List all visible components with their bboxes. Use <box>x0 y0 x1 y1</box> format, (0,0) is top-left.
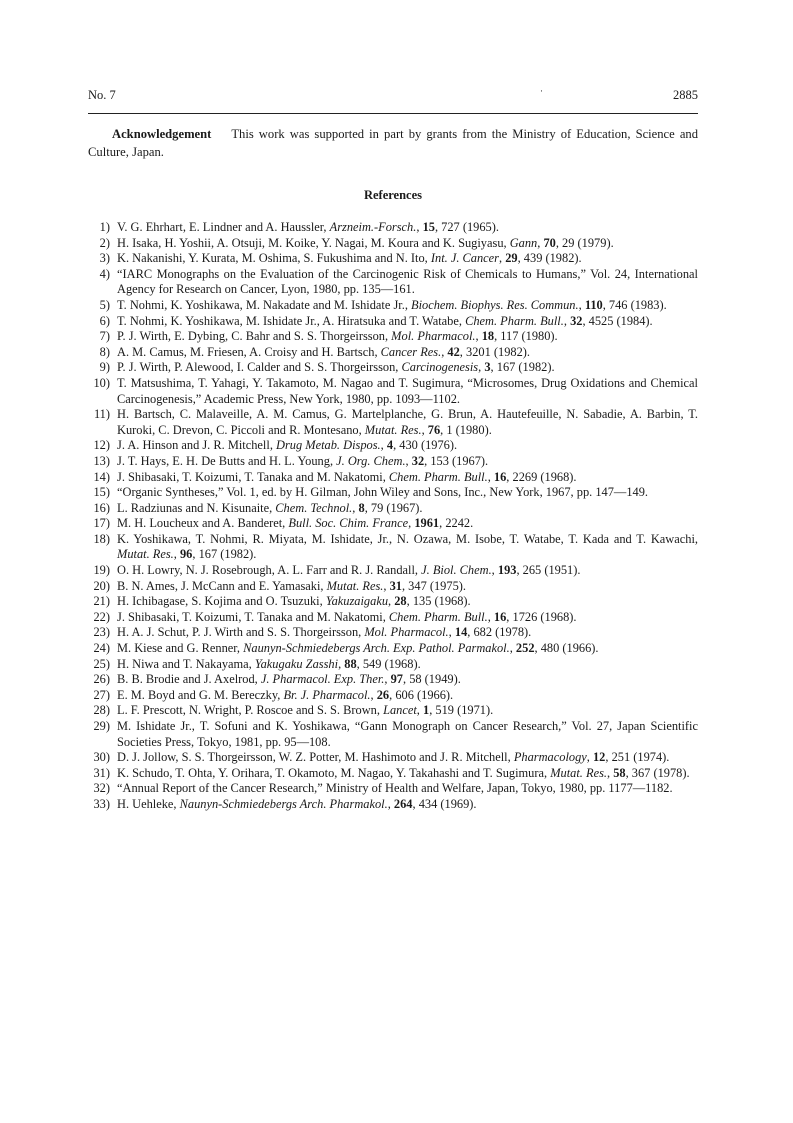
reference-number: 2) <box>99 235 110 250</box>
volume-number: 15 <box>422 220 435 234</box>
reference-text <box>117 501 698 517</box>
volume-number: 264 <box>393 796 413 811</box>
reference-segment: , 746 (1983). <box>602 297 667 312</box>
reference-text <box>117 657 698 673</box>
header-dot: · <box>540 86 543 96</box>
reference-segment: , <box>491 563 498 578</box>
volume-number: 31 <box>389 578 402 593</box>
journal-name: Mutat. Res. <box>117 547 174 562</box>
reference-number: 14) <box>93 469 110 484</box>
reference-segment: , 167 (1982). <box>490 360 555 375</box>
reference-segment: H. Bartsch, C. Malaveille, A. M. Camus, G. Martelplanche, G. Brun, A. Hautefeuille, N. Sabadie, A. Barbin, T. Kuroki, C. Drevon, C. Piccoli and R. Montesano, <box>117 407 698 437</box>
reference-segment: , <box>487 609 494 624</box>
reference-number: 9) <box>99 360 110 375</box>
reference-segment: H. Uehleke, <box>117 796 180 811</box>
reference-segment: , 727 (1965). <box>434 220 499 234</box>
reference-segment: , <box>408 516 415 531</box>
reference-number: 6) <box>99 313 110 328</box>
reference-segment: , 4525 (1984). <box>582 313 653 328</box>
reference-number: 1) <box>99 220 110 234</box>
reference-segment: , 153 (1967). <box>424 453 489 468</box>
volume-number: 76 <box>427 422 441 437</box>
reference-number: 21) <box>93 594 110 609</box>
journal-name: Yakuzaigaku <box>325 594 389 609</box>
reference-number: 32) <box>93 781 110 796</box>
reference-text <box>117 579 698 595</box>
journal-name: Chem. Technol. <box>275 500 353 515</box>
reference-item <box>88 345 698 361</box>
volume-number: 193 <box>497 563 517 578</box>
reference-number: 4) <box>99 266 110 281</box>
reference-segment: J. A. Hinson and J. R. Mitchell, <box>117 438 277 453</box>
acknowledgement-paragraph <box>88 126 698 161</box>
reference-text <box>117 251 698 267</box>
journal-name: Drug Metab. Dispos. <box>276 438 381 453</box>
reference-segment: , <box>606 765 614 780</box>
reference-item <box>88 407 698 438</box>
volume-number: 4 <box>386 438 394 453</box>
reference-segment: M. H. Loucheux and A. Banderet, <box>117 516 289 531</box>
volume-number: 8 <box>358 500 365 515</box>
reference-item <box>88 563 698 579</box>
reference-number: 16) <box>93 500 110 515</box>
reference-segment: K. Nakanishi, Y. Kurata, M. Oshima, S. Fukushima and N. Ito, <box>117 251 431 266</box>
reference-segment: , 347 (1975). <box>401 578 466 593</box>
volume-number: 18 <box>481 329 495 344</box>
reference-segment: , <box>478 360 485 375</box>
reference-item <box>88 298 698 314</box>
reference-number: 23) <box>93 625 110 640</box>
reference-text <box>117 329 698 345</box>
journal-name: Carcinogenesis <box>401 360 479 375</box>
journal-name: Bull. Soc. Chim. France <box>288 516 409 531</box>
volume-number: 12 <box>592 750 606 765</box>
reference-item <box>88 454 698 470</box>
journal-name: Arzneim.-Forsch. <box>329 220 417 234</box>
reference-item <box>88 797 698 813</box>
reference-text <box>117 532 698 563</box>
volume-number: 1961 <box>414 516 440 531</box>
reference-item <box>88 329 698 345</box>
reference-segment: , 1 (1980). <box>440 422 492 437</box>
journal-name: Mutat. Res. <box>326 578 384 593</box>
reference-item <box>88 625 698 641</box>
reference-segment: , 367 (1978). <box>625 765 690 780</box>
reference-text <box>117 470 698 486</box>
reference-item <box>88 610 698 626</box>
reference-segment: B. B. Brodie and J. Axelrod, <box>117 672 261 687</box>
reference-item <box>88 532 698 563</box>
volume-number: 42 <box>447 344 460 359</box>
reference-segment: E. M. Boyd and G. M. Bereczky, <box>117 687 284 702</box>
reference-number: 20) <box>93 578 110 593</box>
journal-name: Chem. Pharm. Bull. <box>388 469 488 484</box>
reference-segment: , 117 (1980). <box>494 329 558 344</box>
journal-name: Chem. Pharm. Bull. <box>388 609 488 624</box>
reference-text <box>117 236 698 252</box>
reference-segment: , <box>509 641 516 656</box>
reference-segment: P. J. Wirth, P. Alewood, I. Calder and S. S. Thorgeirsson, <box>117 360 402 375</box>
reference-segment: J. T. Hays, E. H. De Butts and H. L. Young, <box>117 453 337 468</box>
reference-text <box>117 360 698 376</box>
reference-segment: , 1726 (1968). <box>506 609 577 624</box>
reference-segment: , <box>578 297 585 312</box>
reference-segment: A. M. Camus, M. Friesen, A. Croisy and H. Bartsch, <box>117 344 381 359</box>
reference-item <box>88 781 698 797</box>
reference-segment: , <box>563 313 571 328</box>
reference-text <box>117 220 698 236</box>
reference-text <box>117 516 698 532</box>
references-heading: References <box>363 188 423 202</box>
reference-segment: , 135 (1968). <box>406 594 471 609</box>
reference-text <box>117 688 698 704</box>
volume-number: 70 <box>543 235 556 250</box>
journal-name: Gann <box>509 235 538 250</box>
reference-text <box>117 563 698 579</box>
reference-segment: , <box>441 344 448 359</box>
reference-item <box>88 657 698 673</box>
page-header <box>88 88 698 108</box>
reference-segment: M. Ishidate Jr., T. Sofuni and K. Yoshikawa, “Gann Monograph on Cancer Research,” Vol. 27, Japan Scientific Societies Press, Tokyo, 1981, pp. 95—108. <box>117 719 698 749</box>
reference-segment: , <box>416 703 423 718</box>
reference-number: 15) <box>93 485 110 500</box>
reference-segment: H. Isaka, H. Yoshii, A. Otsuji, M. Koike, Y. Nagai, M. Koura and K. Sugiyasu, <box>117 235 510 250</box>
reference-text <box>117 298 698 314</box>
header-rule <box>88 113 698 114</box>
reference-segment: , 682 (1978). <box>467 625 532 640</box>
volume-number: 16 <box>493 609 507 624</box>
volume-number: 3 <box>484 360 491 375</box>
journal-name: Pharmacology <box>513 750 587 765</box>
reference-segment: L. F. Prescott, N. Wright, P. Roscoe and S. S. Brown, <box>117 703 384 718</box>
reference-number: 10) <box>93 375 110 390</box>
reference-item <box>88 672 698 688</box>
reference-segment: , <box>387 796 394 811</box>
reference-segment: K. Yoshikawa, T. Nohmi, R. Miyata, M. Ishidate, Jr., N. Ozawa, M. Isobe, T. Watabe, T. Kada and T. Kawachi, <box>117 531 698 546</box>
reference-segment: T. Nohmi, K. Yoshikawa, M. Nakadate and M. Ishidate Jr., <box>117 297 412 312</box>
reference-segment: H. A. J. Schut, P. J. Wirth and S. S. Thorgeirsson, <box>117 625 365 640</box>
reference-segment: , <box>383 578 390 593</box>
reference-segment: , 430 (1976). <box>393 438 458 453</box>
journal-name: Br. J. Pharmacol. <box>283 687 371 702</box>
volume-number: 97 <box>390 672 403 687</box>
journal-name: Mutat. Res. <box>550 765 607 780</box>
reference-text <box>117 267 698 298</box>
reference-item <box>88 376 698 407</box>
reference-segment: , <box>352 500 359 515</box>
reference-item <box>88 750 698 766</box>
reference-segment: , 480 (1966). <box>534 641 599 656</box>
journal-name: Lancet <box>383 703 417 718</box>
reference-segment: , 439 (1982). <box>517 251 582 266</box>
reference-item <box>88 360 698 376</box>
reference-number: 33) <box>93 796 110 811</box>
volume-number: 28 <box>394 594 407 609</box>
reference-item <box>88 314 698 330</box>
reference-segment: , <box>499 251 506 266</box>
reference-item <box>88 251 698 267</box>
reference-segment: , <box>405 453 412 468</box>
volume-number: 32 <box>570 313 583 328</box>
reference-segment: T. Matsushima, T. Yahagi, Y. Takamoto, M. Nagao and T. Sugimura, “Microsomes, Drug Oxidations and Chemical Carcinogenesis,” Academic Press, New York, 1980, pp. 1093—1102. <box>117 375 698 406</box>
reference-segment: , <box>338 656 345 671</box>
reference-item <box>88 485 698 501</box>
reference-segment: L. Radziunas and N. Kisunaite, <box>117 500 276 515</box>
journal-name: Naunyn-Schmiedebergs Arch. Pharmakol. <box>179 796 388 811</box>
reference-segment: , <box>388 594 395 609</box>
acknowledgement-heading: Acknowledgement <box>112 127 212 141</box>
reference-segment: , 29 (1979). <box>555 235 614 250</box>
reference-segment: , 606 (1966). <box>389 687 454 702</box>
reference-text <box>117 345 698 361</box>
reference-segment: , 3201 (1982). <box>459 344 531 359</box>
reference-number: 13) <box>93 453 110 468</box>
reference-text <box>117 610 698 626</box>
reference-segment: , 434 (1969). <box>412 796 477 811</box>
reference-segment: , 549 (1968). <box>356 656 421 671</box>
journal-name: Biochem. Biophys. Res. Commun. <box>411 297 579 312</box>
reference-segment: , <box>370 687 377 702</box>
reference-segment: M. Kiese and G. Renner, <box>117 641 244 656</box>
reference-number: 11) <box>93 407 110 422</box>
reference-text <box>117 376 698 407</box>
volume-number: 14 <box>454 625 468 640</box>
volume-number: 1 <box>423 703 430 718</box>
reference-number: 27) <box>93 687 110 702</box>
reference-text <box>117 781 698 797</box>
reference-segment: , <box>475 329 482 344</box>
reference-segment: , 2242. <box>439 516 474 531</box>
reference-segment: H. Niwa and T. Nakayama, <box>117 656 255 671</box>
reference-number: 5) <box>99 297 110 312</box>
reference-number: 8) <box>99 344 110 359</box>
reference-item <box>88 438 698 454</box>
reference-item <box>88 516 698 532</box>
reference-item <box>88 594 698 610</box>
journal-name: Mol. Pharmacol. <box>364 625 449 640</box>
reference-segment: , 519 (1971). <box>429 703 494 718</box>
reference-segment: , <box>448 625 455 640</box>
reference-text <box>117 438 698 454</box>
reference-segment: , 58 (1949). <box>403 672 461 687</box>
reference-segment: , <box>380 438 387 453</box>
reference-segment: , <box>421 422 428 437</box>
volume-number: 110 <box>584 297 603 312</box>
reference-text <box>117 485 698 501</box>
reference-segment: B. N. Ames, J. McCann and E. Yamasaki, <box>117 578 327 593</box>
volume-number: 26 <box>376 687 390 702</box>
reference-item <box>88 220 698 236</box>
reference-text <box>117 641 698 657</box>
reference-segment: , <box>537 235 544 250</box>
reference-segment: “IARC Monographs on the Evaluation of the Carcinogenic Risk of Chemicals to Humans,” Vol. 24, International Agency for Research on Cancer, Lyon, 1980, pp. 135—161. <box>117 266 698 297</box>
volume-number: 88 <box>344 656 357 671</box>
acknowledgement-text: This work was supported in part by grants from the Ministry of Education, Science and Culture, Japan. <box>88 127 698 159</box>
reference-number: 12) <box>93 438 110 453</box>
reference-number: 25) <box>93 656 110 671</box>
reference-number: 29) <box>93 719 110 733</box>
reference-item <box>88 641 698 657</box>
reference-segment: , <box>384 672 391 687</box>
journal-name: Chem. Pharm. Bull. <box>465 313 564 328</box>
journal-name: J. Org. Chem. <box>336 453 406 468</box>
reference-number: 3) <box>99 251 110 266</box>
reference-segment: , 167 (1982). <box>192 547 257 562</box>
page-number: 2885 <box>673 88 698 102</box>
reference-text <box>117 454 698 470</box>
reference-item <box>88 703 698 719</box>
reference-segment: V. G. Ehrhart, E. Lindner and A. Haussler, <box>117 220 330 234</box>
reference-segment: J. Shibasaki, T. Koizumi, T. Tanaka and M. Nakatomi, <box>117 469 389 484</box>
reference-list <box>88 220 698 813</box>
reference-text <box>117 719 698 750</box>
reference-segment: , <box>173 547 180 562</box>
reference-segment: H. Ichibagase, S. Kojima and O. Tsuzuki, <box>117 594 326 609</box>
journal-name: Cancer Res. <box>380 344 442 359</box>
reference-item <box>88 267 698 298</box>
reference-number: 24) <box>93 641 110 656</box>
volume-number: 16 <box>493 469 507 484</box>
reference-segment: , 251 (1974). <box>605 750 670 765</box>
reference-segment: , <box>487 469 494 484</box>
reference-segment: , <box>416 220 423 234</box>
reference-text <box>117 594 698 610</box>
reference-item <box>88 236 698 252</box>
journal-name: J. Biol. Chem. <box>421 563 492 578</box>
reference-item <box>88 719 698 750</box>
reference-segment: , 265 (1951). <box>516 563 581 578</box>
issue-number: No. 7 <box>88 88 116 102</box>
reference-number: 7) <box>99 329 110 344</box>
reference-segment: J. Shibasaki, T. Koizumi, T. Tanaka and M. Nakatomi, <box>117 609 389 624</box>
volume-number: 29 <box>505 251 518 266</box>
reference-segment: , 2269 (1968). <box>506 469 577 484</box>
volume-number: 32 <box>411 453 425 468</box>
reference-text <box>117 750 698 766</box>
reference-segment: , 79 (1967). <box>364 500 423 515</box>
reference-text <box>117 407 698 438</box>
journal-name: J. Pharmacol. Exp. Ther. <box>260 672 385 687</box>
reference-text <box>117 314 698 330</box>
reference-segment: D. J. Jollow, S. S. Thorgeirsson, W. Z. Potter, M. Hashimoto and J. R. Mitchell, <box>117 750 514 765</box>
reference-text <box>117 672 698 688</box>
journal-name: Yakugaku Zasshi <box>254 656 339 671</box>
reference-item <box>88 470 698 486</box>
volume-number: 58 <box>613 765 626 780</box>
volume-number: 252 <box>515 641 535 656</box>
reference-segment: T. Nohmi, K. Yoshikawa, M. Ishidate Jr., A. Hiratsuka and T. Watabe, <box>117 313 466 328</box>
reference-number: 31) <box>93 765 110 780</box>
reference-segment: , <box>586 750 593 765</box>
reference-segment: “Organic Syntheses,” Vol. 1, ed. by H. Gilman, John Wiley and Sons, Inc., New York, 1967, pp. 147—149. <box>117 485 649 500</box>
reference-number: 30) <box>93 750 110 765</box>
reference-segment: “Annual Report of the Cancer Research,” Ministry of Health and Welfare, Japan, Tokyo, 1980, pp. 1177—1182. <box>117 781 673 796</box>
reference-number: 17) <box>93 516 110 531</box>
volume-number: 96 <box>179 547 193 562</box>
reference-segment: O. H. Lowry, N. J. Rosebrough, A. L. Farr and R. J. Randall, <box>117 563 422 578</box>
reference-item <box>88 501 698 517</box>
reference-number: 28) <box>93 703 110 718</box>
reference-number: 18) <box>93 531 110 546</box>
journal-name: Int. J. Cancer <box>430 251 500 266</box>
reference-number: 19) <box>93 563 110 578</box>
reference-item <box>88 688 698 704</box>
reference-segment: K. Schudo, T. Ohta, Y. Orihara, T. Okamoto, M. Nagao, Y. Takahashi and T. Sugimura, <box>117 765 551 780</box>
reference-text <box>117 797 698 813</box>
reference-number: 22) <box>93 609 110 624</box>
journal-name: Naunyn-Schmiedebergs Arch. Exp. Pathol. Parmakol. <box>243 641 510 656</box>
reference-text <box>117 703 698 719</box>
journal-name: Mol. Pharmacol. <box>391 329 476 344</box>
reference-text <box>117 766 698 782</box>
reference-item <box>88 766 698 782</box>
journal-name: Mutat. Res. <box>364 422 422 437</box>
reference-number: 26) <box>93 672 110 687</box>
reference-item <box>88 579 698 595</box>
reference-text <box>117 625 698 641</box>
reference-segment: P. J. Wirth, E. Dybing, C. Bahr and S. S. Thorgeirsson, <box>117 329 392 344</box>
